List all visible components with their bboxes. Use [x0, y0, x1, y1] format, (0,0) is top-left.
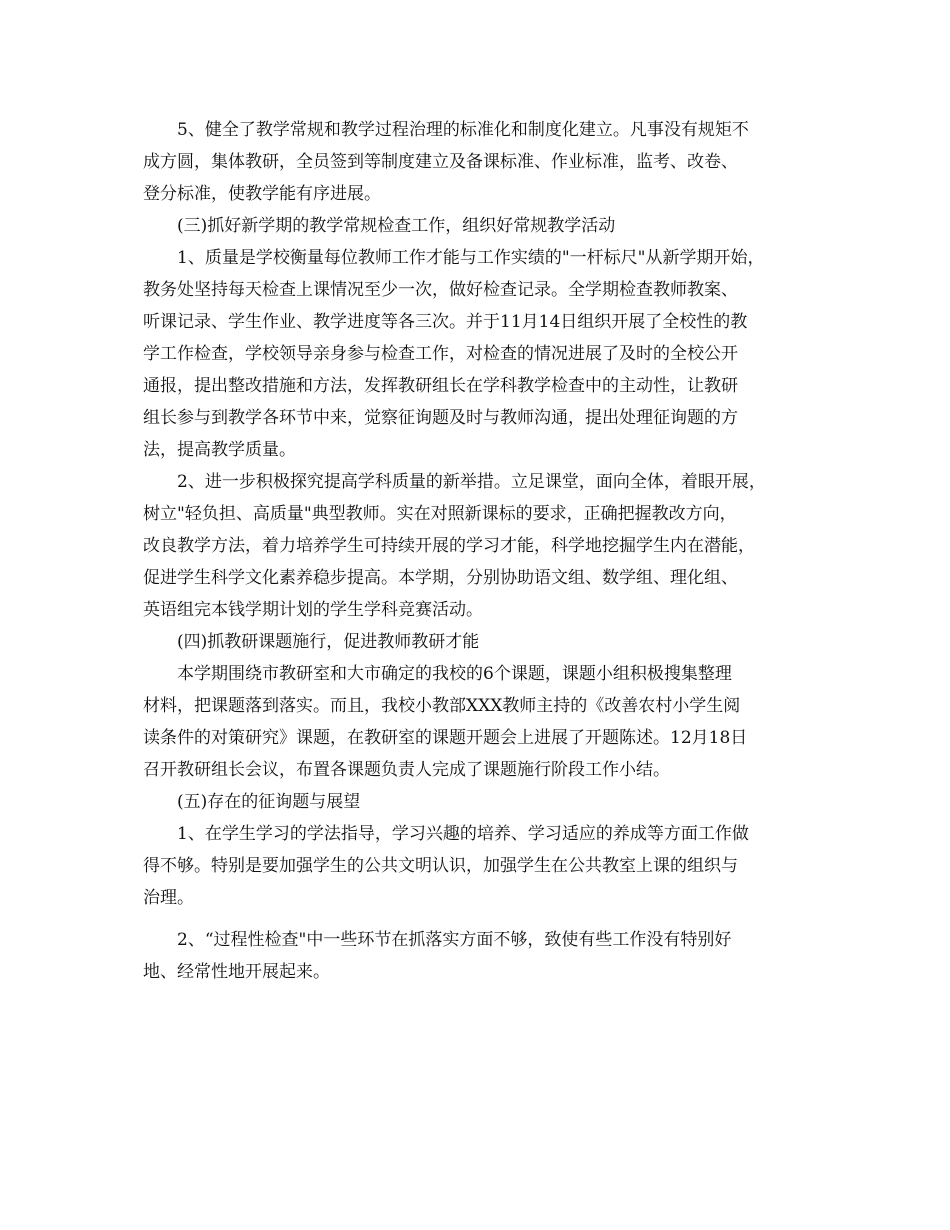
text-line: 教务处坚持每天检查上课情况至少一次，做好检查记录。全学期检查教师教案、 [143, 280, 738, 300]
paragraph-quality-check [143, 242, 809, 466]
text-line: 召开教研组长会议，布置各课题负责人完成了课题施行阶段工作小结。 [143, 760, 670, 780]
heading-text: (三)抓好新学期的教学常规检查工作，组织好常规教学活动 [177, 216, 616, 236]
text-line: 组长参与到教学各环节中来，觉察征询题及时与教师沟通，提出处理征询题的方 [143, 408, 738, 428]
text-line: 学工作检查，学校领导亲身参与检查工作，对检查的情况进展了及时的全校公开 [143, 344, 738, 364]
paragraph-new-measures [143, 466, 809, 626]
text-line: 登分标准，使教学能有序进展。 [143, 184, 381, 204]
text-line: 治理。 [143, 888, 194, 908]
text-line: 2、进一步积极探究提高学科质量的新举措。立足课堂，面向全体，着眼开展， [177, 472, 766, 492]
text-line: 法，提高教学质量。 [143, 440, 296, 460]
text-line: 地、经常性地开展起来。 [143, 962, 330, 982]
document-body [143, 114, 809, 988]
text-line: 成方圆，集体教研，全员签到等制度建立及备课标准、作业标准，监考、改卷、 [143, 152, 738, 172]
section-heading-3 [143, 210, 809, 242]
text-line: 1、质量是学校衡量每位教师工作才能与工作实绩的"一杆标尺"从新学期开始， [177, 248, 765, 268]
paragraph-research-topics [143, 658, 809, 786]
paragraph-standardization [143, 114, 809, 210]
text-line: 树立"轻负担、高质量"典型教师。实在对照新课标的要求，正确把握教改方向， [143, 504, 737, 524]
heading-text: (五)存在的征询题与展望 [177, 792, 361, 812]
section-heading-5 [143, 786, 809, 818]
text-line: 改良教学方法，着力培养学生可持续开展的学习才能，科学地挖掘学生内在潜能， [143, 536, 755, 556]
text-line: 得不够。特别是要加强学生的公共文明认识，加强学生在公共教室上课的组织与 [143, 856, 738, 876]
text-line: 本学期围绕市教研室和大市确定的我校的6个课题，课题小组积极搜集整理 [177, 664, 732, 684]
text-line: 听课记录、学生作业、教学进度等各三次。并于11月14日组织开展了全校性的教 [143, 312, 748, 332]
text-line: 2、“过程性检查"中一些环节在抓落实方面不够，致使有些工作没有特别好 [177, 930, 732, 950]
heading-text: (四)抓教研课题施行，促进教师教研才能 [177, 632, 480, 652]
text-line: 读条件的对策研究》课题，在教研室的课题开题会上进展了开题陈述。12月18日 [143, 728, 748, 748]
text-line: 5、健全了教学常规和教学过程治理的标准化和制度化建立。凡事没有规矩不 [177, 120, 749, 140]
text-line: 1、在学生学习的学法指导，学习兴趣的培养、学习适应的养成等方面工作做 [177, 824, 749, 844]
text-line: 材料，把课题落到落实。而且，我校小教部XXX教师主持的《改善农村小学生阅 [143, 696, 741, 716]
text-line: 英语组完本钱学期计划的学生学科竞赛活动。 [143, 600, 483, 620]
section-heading-4 [143, 626, 809, 658]
paragraph-problem-1 [143, 818, 809, 914]
text-line: 促进学生科学文化素养稳步提高。本学期，分别协助语文组、数学组、理化组、 [143, 568, 738, 588]
paragraph-problem-2 [143, 924, 809, 988]
text-line: 通报，提出整改措施和方法，发挥教研组长在学科教学检查中的主动性，让教研 [143, 376, 738, 396]
